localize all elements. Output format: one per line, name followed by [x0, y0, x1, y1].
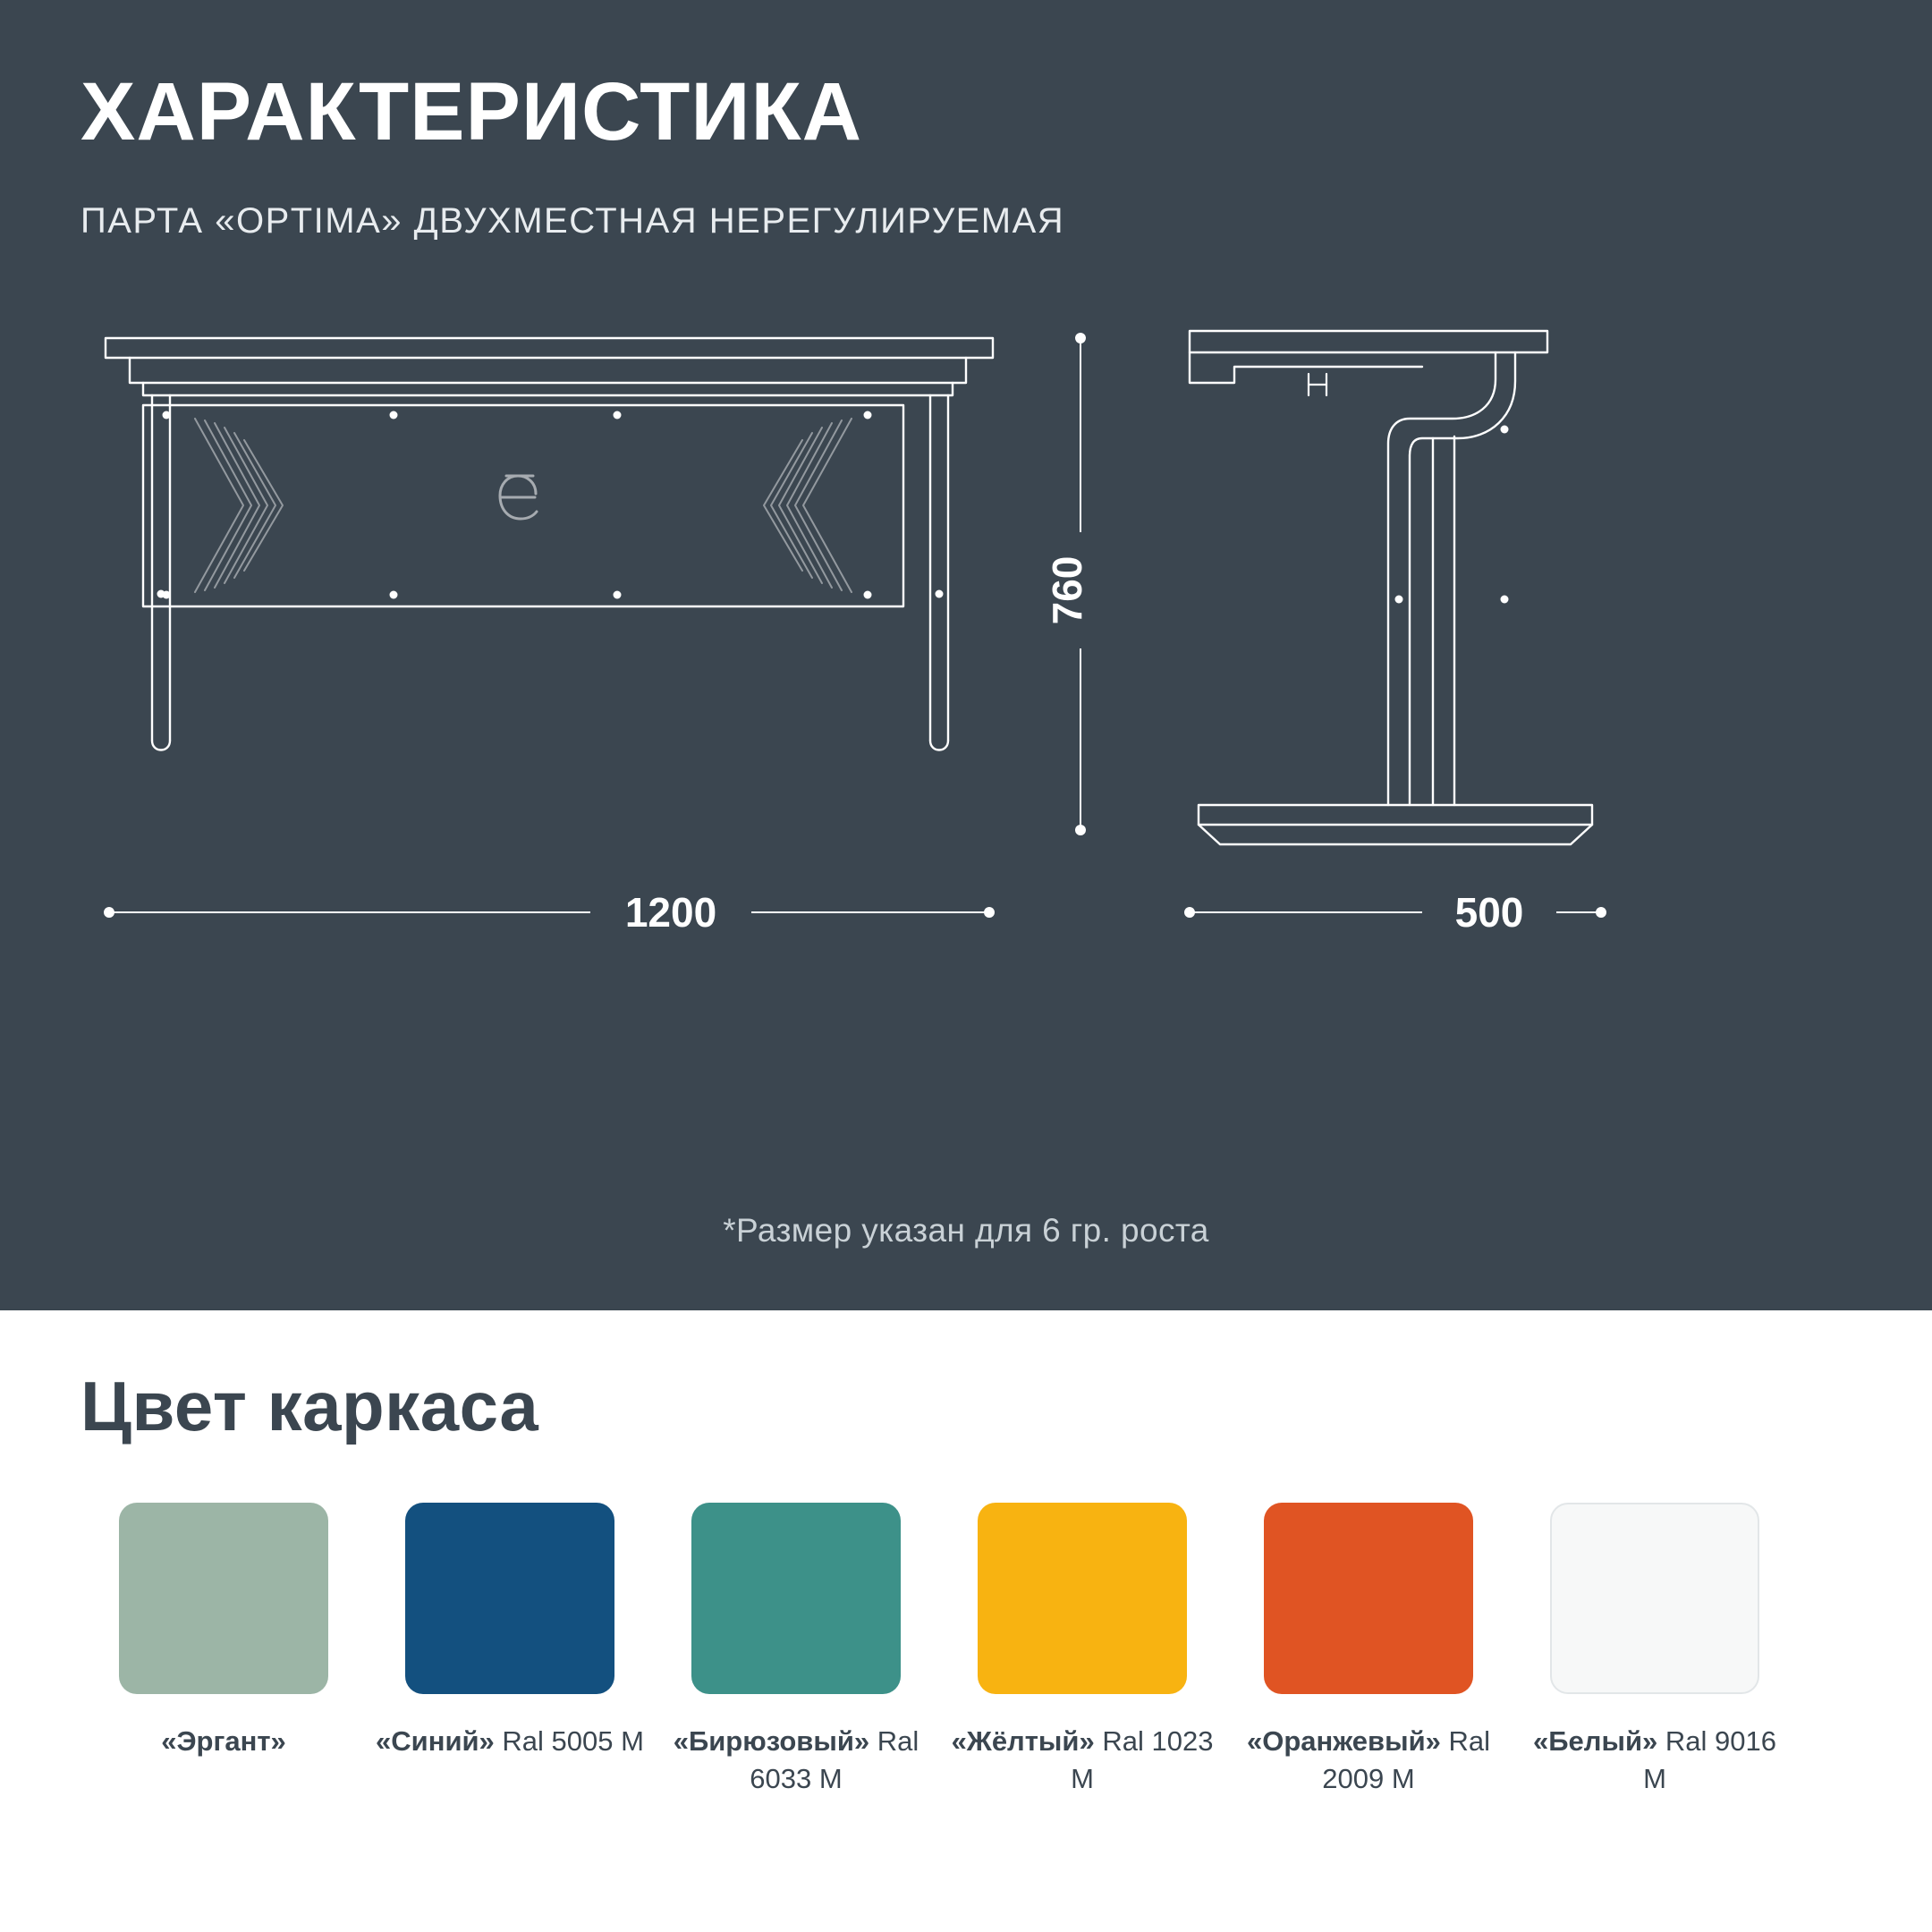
color-option-ergant[interactable]: [80, 1503, 367, 1798]
color-label: [1234, 1723, 1503, 1798]
size-footnote: *Размер указан для 6 гр. роста: [723, 1212, 1209, 1249]
color-swatch[interactable]: [405, 1503, 614, 1694]
color-option-blue[interactable]: [367, 1503, 653, 1798]
color-ral: Ral 1023 M: [1071, 1725, 1214, 1794]
color-name: «Синий»: [376, 1725, 495, 1757]
technical-drawing: [80, 286, 1852, 1181]
color-ral: Ral 5005 M: [502, 1725, 644, 1757]
color-ral: Ral 6033 M: [750, 1725, 919, 1794]
color-label: [1521, 1723, 1789, 1798]
dimension-width-label: 1200: [624, 889, 717, 936]
color-swatch-row: [80, 1503, 1852, 1798]
color-ral: Ral 9016 M: [1643, 1725, 1776, 1794]
color-name: «Оранжевый»: [1246, 1725, 1441, 1757]
color-label: [89, 1723, 358, 1760]
color-label: [662, 1723, 930, 1798]
side-tabletop: [1190, 331, 1547, 352]
dimension-height-label: 760: [1044, 555, 1090, 625]
color-label: [948, 1723, 1216, 1798]
color-option-yellow[interactable]: [939, 1503, 1225, 1798]
color-option-turquoise[interactable]: [653, 1503, 939, 1798]
dimension-depth-label: 500: [1454, 889, 1524, 936]
color-swatch[interactable]: [1550, 1503, 1759, 1694]
color-swatch[interactable]: [691, 1503, 901, 1694]
color-label: [376, 1723, 644, 1760]
color-swatch[interactable]: [1264, 1503, 1473, 1694]
color-swatch[interactable]: [119, 1503, 328, 1694]
dimension-width: [104, 907, 995, 918]
page-title: ХАРАКТЕРИСТИКА: [80, 66, 863, 157]
drawing-svg: [80, 286, 1852, 1181]
color-name: «Бирюзовый»: [673, 1725, 870, 1757]
colors-title: Цвет каркаса: [80, 1367, 539, 1445]
color-swatch[interactable]: [978, 1503, 1187, 1694]
product-subtitle: ПАРТА «OPTIMA» ДВУХМЕСТНАЯ НЕРЕГУЛИРУЕМАЯ: [80, 201, 1065, 242]
color-name: «Белый»: [1533, 1725, 1658, 1757]
frame-colors-panel: [0, 1310, 1932, 1932]
color-name: «Эргант»: [161, 1725, 286, 1757]
front-tabletop: [106, 338, 993, 358]
color-option-white[interactable]: [1512, 1503, 1798, 1798]
color-ral: Ral 2009 M: [1322, 1725, 1491, 1794]
color-name: «Жёлтый»: [951, 1725, 1095, 1757]
color-option-orange[interactable]: [1225, 1503, 1512, 1798]
